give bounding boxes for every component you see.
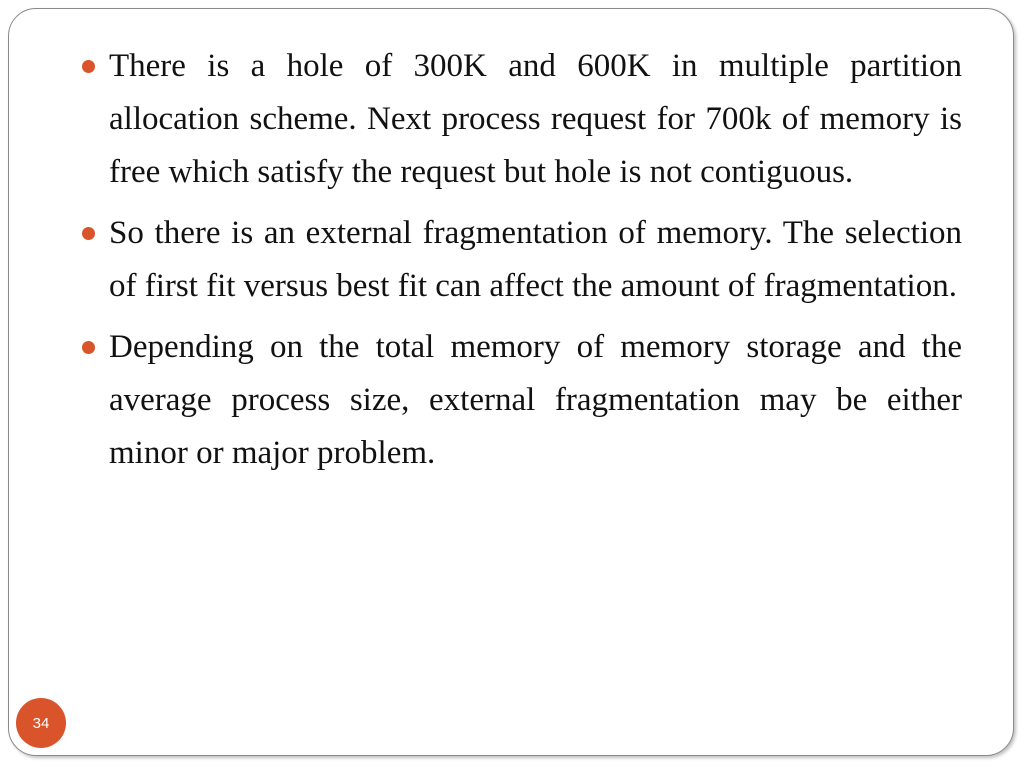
- bullet-text: There is a hole of 300K and 600K in multiple partition allocation scheme. Next process request for 700k of memory is free which satisfy the request but hole is not contiguous.: [109, 48, 962, 190]
- bullet-item-3: [80, 321, 962, 480]
- bullet-text: So there is an external fragmentation of memory. The selection of first fit versus best fit can affect the amount of fragmentation.: [109, 215, 962, 304]
- bullet-dot-icon: [82, 341, 95, 354]
- page-number-badge: 34: [16, 698, 66, 748]
- bullet-item-1: [80, 40, 962, 199]
- bullet-item-2: [80, 207, 962, 313]
- bullet-dot-icon: [82, 60, 95, 73]
- bullet-list: [80, 40, 962, 488]
- bullet-text: Depending on the total memory of memory storage and the average process size, external fragmentation may be either minor or major problem.: [109, 329, 962, 471]
- bullet-dot-icon: [82, 227, 95, 240]
